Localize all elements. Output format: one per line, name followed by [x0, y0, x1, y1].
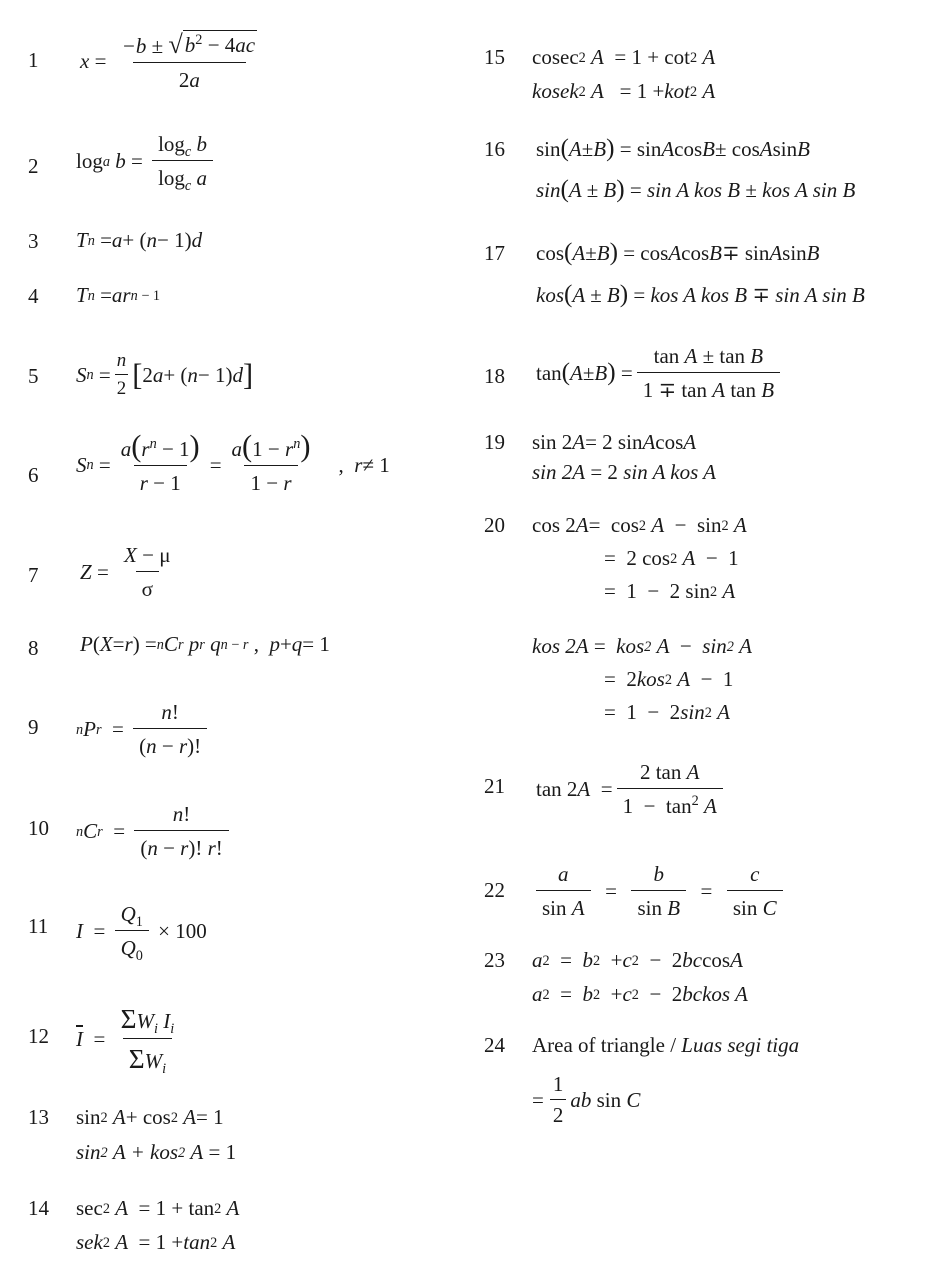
formula-pythagorean-identity-ms: sin 2 A + kos 2 A = 1 [76, 1140, 237, 1164]
formula-number-3: 3 [28, 229, 39, 253]
formula-number-16: 16 [484, 137, 505, 161]
formula-quadratic: x = −b ± √ $b^2 - 4ac$ 2a [80, 29, 256, 92]
formula-cos-double-3: = 1 − 2 sin 2 A [604, 579, 736, 603]
area-label-en: Area of triangle [532, 1033, 665, 1057]
formula-sec-identity: sec 2 A = 1 + tan 2 A [76, 1196, 240, 1220]
formula-cos-sum: cos ( A ± B ) = cos A cos B ∓ sin A sin B [536, 239, 820, 267]
formula-z-score: Z = $\frac{X - \mu}{\sigma}$ [80, 543, 171, 601]
formula-kos-double-1: kos 2A = kos 2 A − sin 2 A [532, 634, 752, 658]
formula-tan-sum: tan ( A ± B ) = $\frac{\text{tan A ± tan B}}{\text{1 ∓ tan A tan B}}$ [536, 344, 784, 403]
formula-gp-term: T n = ar n − 1 [76, 283, 161, 307]
formula-number-7: 7 [28, 563, 39, 587]
formula-number-17: 17 [484, 241, 505, 265]
formula-index-number: I = $\frac{Q_1}{Q_0}$ × 100 [76, 902, 207, 964]
formula-number-1: 1 [28, 48, 39, 72]
formula-sin-sum-ms: sin ( A ± B ) = sin A kos B ± kos A sin B [536, 176, 856, 204]
formula-number-12: 12 [28, 1024, 49, 1048]
formula-sine-rule: $\frac{a}{\text{sin A}}$ = $\frac{b}{\text{sin B}}$ = $\frac{c}{\text{sin C}}$ [532, 862, 787, 921]
formula-number-14: 14 [28, 1196, 49, 1220]
formula-tan-double: tan 2 A = $\frac{\text{2 tan A}}{1 - \tan^2 A}$ [536, 760, 727, 819]
formula-ap-term: T n = a + ( n − 1) d [76, 228, 203, 252]
area-equals: = [532, 1087, 544, 1112]
formula-number-23: 23 [484, 948, 505, 972]
formula-number-19: 19 [484, 430, 505, 454]
formula-cos-sum-ms: kos ( A ± B ) = kos A kos B ∓ sin A sin B [536, 281, 865, 309]
formula-number-8: 8 [28, 636, 39, 660]
formula-cosec-identity: cosec 2 A = 1 + cot 2 A [532, 45, 716, 69]
formula-cosec-identity-ms: kosek 2 A = 1 + kot 2 A [532, 79, 716, 103]
area-frac-num: 1 [552, 1072, 564, 1096]
area-label-ms: Luas segi tiga [681, 1033, 800, 1057]
formula-cos-double-1: cos 2 A = cos 2 A − sin 2 A [532, 513, 747, 537]
area-frac-den: 2 [550, 1099, 567, 1128]
formula-number-20: 20 [484, 513, 505, 537]
formula-number-24: 24 [484, 1033, 505, 1057]
formula-cosine-rule: a 2 = b 2 + c 2 − 2 bc cos A [532, 948, 743, 972]
formula-cosine-rule-ms: a 2 = b 2 + c 2 − 2 bc kos A [532, 982, 748, 1006]
formula-number-22: 22 [484, 878, 505, 902]
area-tail: ab sin C [570, 1087, 641, 1112]
formula-number-13: 13 [28, 1105, 49, 1129]
formula-kos-double-3: = 1 − 2 sin 2 A [604, 700, 730, 724]
formula-sin-double-ms: sin 2A = 2 sin A kos A [532, 460, 716, 484]
formula-number-15: 15 [484, 45, 505, 69]
formula-sec-identity-ms: sek 2 A = 1 + tan 2 A [76, 1230, 236, 1254]
formula-sin-double: sin 2 A = 2 sin A cos A [532, 430, 697, 454]
formula-number-10: 10 [28, 816, 49, 840]
formula-number-6: 6 [28, 463, 39, 487]
formula-sin-sum: sin ( A ± B ) = sin A cos B ± cos A sin B [536, 135, 810, 163]
formula-kos-double-2: = 2 kos 2 A − 1 [604, 667, 734, 691]
formula-combination: n C r = $\frac{n!}{(n - r)! r!}$ [76, 802, 233, 861]
formula-number-21: 21 [484, 774, 505, 798]
formula-composite-index: $\overline{I}$ = $\frac{\Sigma W_i I_i}{\Sigma W_i}$ [76, 1004, 175, 1077]
formula-cos-double-2: = 2 cos 2 A − 1 [604, 546, 739, 570]
formula-number-11: 11 [28, 914, 49, 938]
formula-area-label [532, 1033, 799, 1058]
area-label-sep: / [664, 1033, 682, 1057]
formula-binomial: P ( X = r ) = n C r p r q n − r , p + q = 1 [80, 632, 330, 656]
formula-number-5: 5 [28, 364, 39, 388]
formula-permutation: n P r = $\frac{n!}{(n - r)!}$ [76, 700, 211, 759]
formula-number-9: 9 [28, 715, 39, 739]
formula-gp-sum: S n = $\frac{a(r^n - 1)}{r - 1}$ = $\frac{a(1 - r^n)}{1 - r}$ , r ≠ 1 [76, 429, 390, 495]
formula-log-change-base: log a b = $\frac{\log_c b}{\log_c a}$ [76, 132, 217, 191]
formula-area-triangle [532, 1072, 640, 1128]
formula-number-4: 4 [28, 284, 39, 308]
formula-pythagorean-identity: sin 2 A + cos 2 A = 1 [76, 1105, 224, 1129]
formula-ap-sum: S n = $\frac{n}{2}$ [ 2 a + ( n − 1) d ] [76, 350, 254, 399]
formula-number-2: 2 [28, 154, 39, 178]
formula-number-18: 18 [484, 364, 505, 388]
